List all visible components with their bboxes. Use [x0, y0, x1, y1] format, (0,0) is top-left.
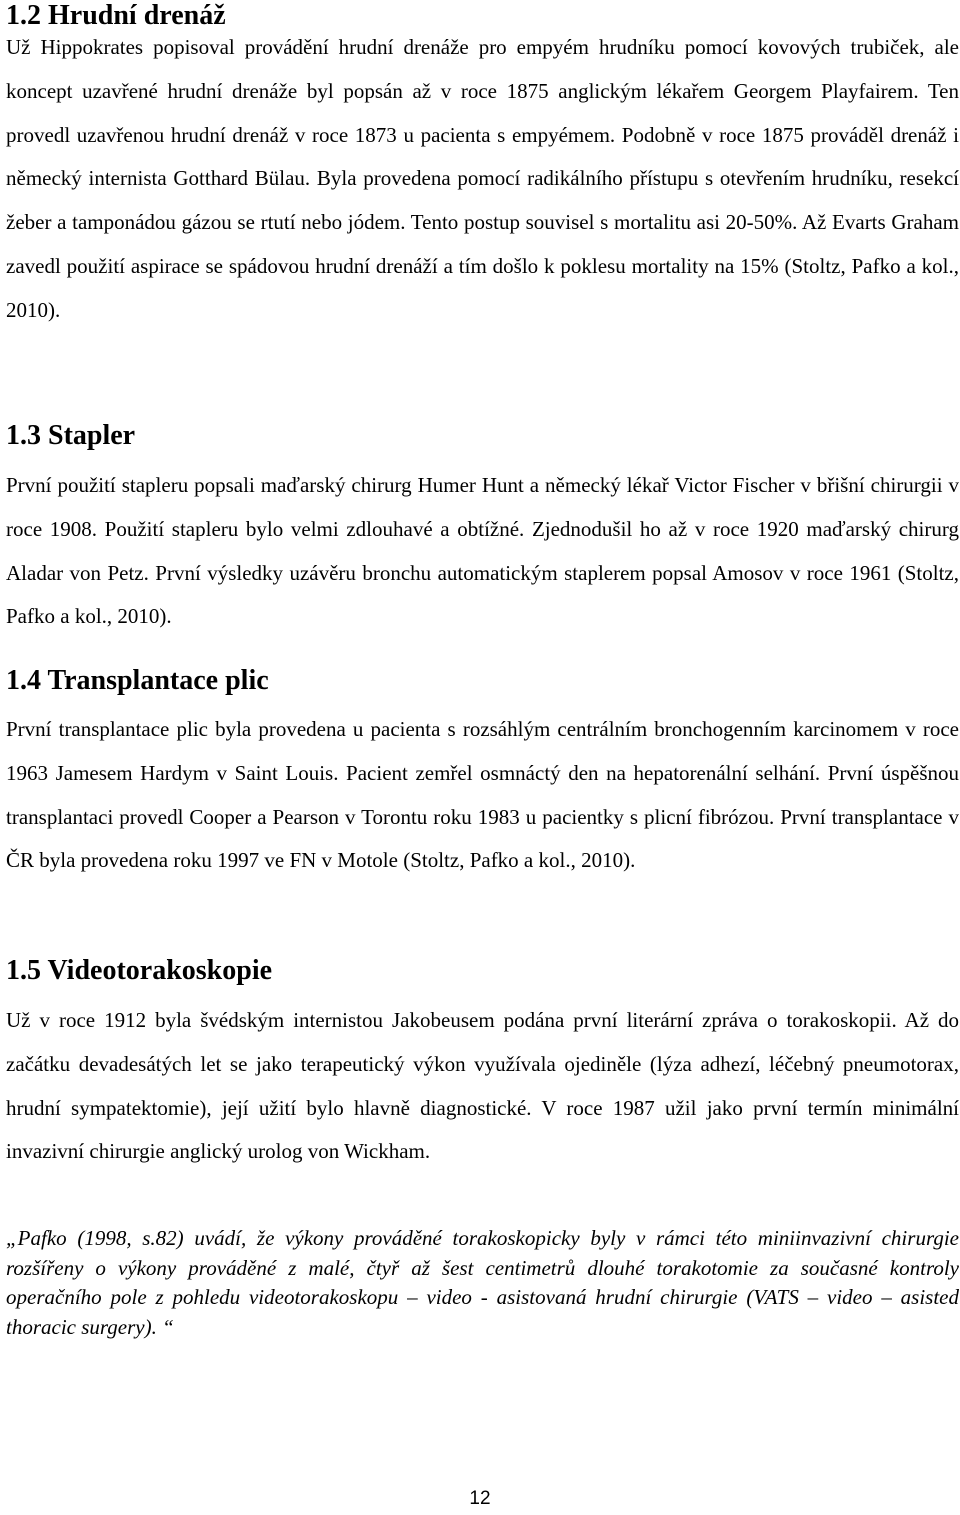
section-paragraph-hrudni-drenaz: Už Hippokrates popisoval provádění hrudní drenáže pro empyém hrudníku pomocí kovových trubiček, ale koncept uzavřené hrudní drenáže byl popsán až v roce 1875 anglickým lékařem Georgem Playfairem. Ten provedl uzavřenou hrudní drenáž v roce 1873 u pacienta s empyémem. Podobně v roce 1875 prováděl drenáž i německý internista Gotthard Bülau. Byla provedena pomocí radikálního přístupu s otevřením hrudníku, resekcí žeber a tamponádou gázou se rtutí nebo jódem. Tento postup souvisel s mortalitu asi 20-50%. Až Evarts Graham zavedl použití aspirace se spádovou hrudní drenáží a tím došlo k poklesu mortality na 15% (Stoltz, Pafko a kol., 2010). — [6, 35, 959, 322]
section-paragraph-videotorakoskopie: Už v roce 1912 byla švédským internistou Jakobeusem podána první literární zpráva o torakoskopii. Až do začátku devadesátých let se jako terapeutický výkon využívala ojediněle (lýza adhezí, léčebný pneumotorax, hrudní sympatektomie), její užití bylo hlavně diagnostické. V roce 1987 užil jako první termín minimální invazivní chirurgie anglický urolog von Wickham. — [6, 1008, 959, 1164]
italic-quote-pafko: „Pafko (1998, s.82) uvádí, že výkony prováděné torakoskopicky byly v rámci této miniinvazivní chirurgie rozšířeny o výkony prováděné z malé, čtyř až šest centimetrů dlouhé torakotomie za současné kontroly operačního pole z pohledu videotorakoskopu – video - asistovaná hrudní chirurgie (VATS – video – asisted thoracic surgery). “ — [6, 1226, 959, 1339]
section-heading-transplantace-plic: 1.4 Transplantace plic — [6, 665, 269, 696]
section-heading-hrudni-drenaz: 1.2 Hrudní drenáž — [6, 0, 226, 31]
section-heading-stapler: 1.3 Stapler — [6, 420, 136, 451]
section-paragraph-transplantace-plic: První transplantace plic byla provedena u pacienta s rozsáhlým centrálním bronchogenním karcinomem v roce 1963 Jamesem Hardym v Saint Louis. Pacient zemřel osmnáctý den na hepatorenální selhání. První úspěšnou transplantaci provedl Cooper a Pearson v Torontu roku 1983 u pacientky s plicní fibrózou. První transplantace v ČR byla provedena roku 1997 ve FN v Motole (Stoltz, Pafko a kol., 2010). — [6, 717, 959, 873]
section-paragraph-stapler: První použití stapleru popsali maďarský chirurg Humer Hunt a německý lékař Victor Fischer v břišní chirurgii v roce 1908. Použití stapleru bylo velmi zdlouhavé a obtížné. Zjednodušil ho až v roce 1920 maďarský chirurg Aladar von Petz. První výsledky uzávěru bronchu automatickým staplerem popsal Amosov v roce 1961 (Stoltz, Pafko a kol., 2010). — [6, 473, 959, 629]
page-number: 12 — [469, 1488, 491, 1509]
section-heading-videotorakoskopie: 1.5 Videotorakoskopie — [6, 955, 273, 986]
